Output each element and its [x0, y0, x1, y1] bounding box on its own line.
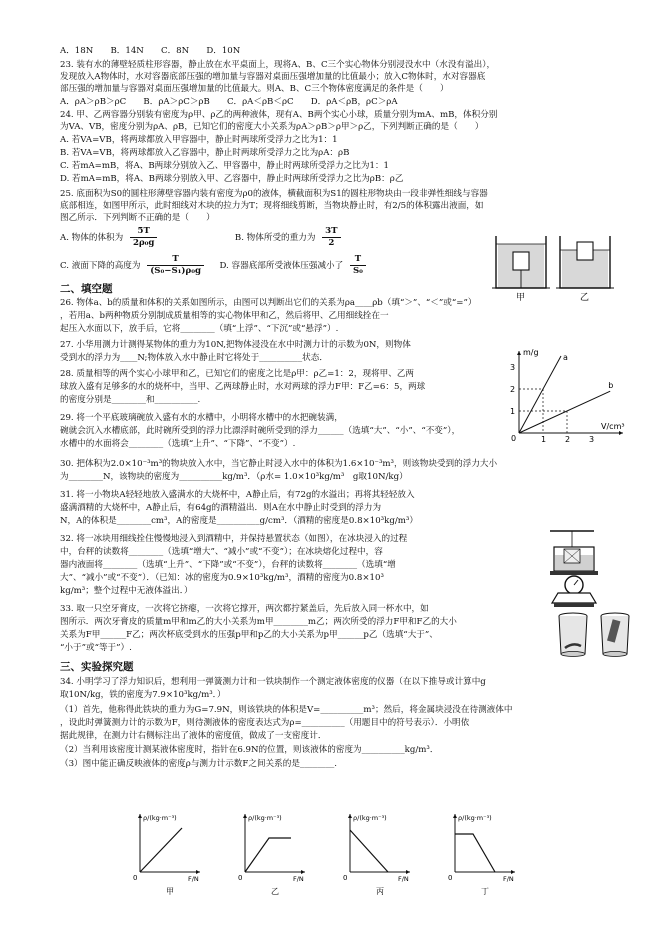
- line-a: [519, 356, 561, 433]
- text-line: 26. 物体a、b的质量和体积的关系如图所示，由图可以判断出它们的关系为ρa____ρb（填“＞”、“＜”或“=”）: [60, 298, 477, 308]
- origin-label: 0: [343, 874, 348, 882]
- section-heading: 二、填空题: [60, 283, 113, 295]
- text-line: 的密度分别是________和__________.: [60, 395, 201, 405]
- fig25-label-right: 乙: [580, 293, 590, 302]
- xlabel: F/N: [188, 875, 199, 883]
- section-heading: 三、实验探究题: [60, 661, 134, 673]
- text-line: （2）当利用该密度计测某液体密度时，指针在6.9N的位置，则该液体的密度为__________kg/m³．: [60, 745, 439, 755]
- q25-option-a-fraction: [130, 226, 157, 249]
- density-curve: [455, 834, 495, 872]
- text-line: A. 若VA=VB，将两球都放入甲容器中，静止时两球所受浮力之比为1：1: [60, 135, 338, 145]
- q25-b-denominator: 2: [328, 238, 335, 248]
- x-tick-label: 3: [589, 435, 595, 444]
- text-line: A．ρA＞ρB＞ρC B．ρA＞ρC＞ρB C．ρA＜ρB＜ρC D．ρA＜ρB，ρC＞ρA: [60, 97, 398, 107]
- text-line: 取10N/kg，铁的密度为7.9×10³kg/m³．）: [60, 690, 226, 700]
- text-line: 关系为F甲______F乙；两次杯底受到水的压强p甲和p乙的大小关系为p甲______p乙（选填“大于”、: [60, 630, 438, 640]
- text-line: 31. 将一小物块A轻轻地放入盛满水的大烧杯中，A静止后，有72g的水溢出；再将其轻轻放入: [60, 490, 415, 500]
- text-line: 器内液面将________（选填“上升”、“下降”或“不变”），台秤的读数将________（选填“增: [60, 560, 396, 570]
- text-line: C. 若mA=mB，将A、B两球分别放入乙、甲容器中，静止时两球所受浮力之比为1：1: [60, 161, 390, 171]
- text-line: 部压强的增加量与容器对桌面压强增加量的比值最大。则A、B、C三个物体密度满足的条件是（ ）: [60, 84, 449, 94]
- origin-label: 0: [448, 874, 453, 882]
- q25-options-row2: [60, 254, 370, 277]
- q25-d-numerator: T: [350, 254, 366, 266]
- density-graph-2: [235, 810, 315, 898]
- text-line: 33. 取一只空牙膏皮，一次将它挤瘪，一次将它撑开，两次都拧紧盖后，先后放入同一杯水中，如: [60, 604, 429, 614]
- graph-caption: 丁: [481, 887, 489, 896]
- q25-option-b-fraction: [322, 226, 340, 249]
- container-jia: [492, 236, 550, 288]
- text-line: 大”、“减小”或“不变”）．（已知：冰的密度为0.9×10³kg/m³，酒精的密度为0.8×10³: [60, 573, 384, 583]
- text-line: 受到水的浮力为____N;物体放入水中静止时它将处于__________状态．: [60, 353, 328, 363]
- xlabel: F/N: [398, 875, 409, 883]
- text-line: kg/m³；整个过程中无液体溢出．）: [60, 586, 193, 596]
- xlabel: F/N: [293, 875, 304, 883]
- density-curve: [140, 828, 182, 872]
- ylabel: ρ/(kg·m⁻³): [353, 814, 387, 822]
- q25-figure: [492, 232, 617, 302]
- container-yi: [556, 236, 614, 288]
- y-tick-label: 3: [510, 363, 516, 372]
- text-line: 27. 小华用测力计测得某物体的重力为10N,把物体浸没在水中时测力计的示数为0N，则物体: [60, 340, 411, 350]
- density-curve: [350, 830, 388, 872]
- text-line: 发现放入A物体时，水对容器底部压强的增加量与容器对桌面压强增加量的比值最小；放入C物体时，水对容器底: [60, 72, 486, 82]
- text-line: 28. 质量相等的两个实心小球甲和乙，已知它们的密度之比是ρ甲：ρ乙=1：2，现将甲、乙两: [60, 369, 415, 379]
- text-line: 图所示．两次牙膏皮的质量m甲和m乙的大小关系为m甲________m乙；两次所受的浮力F甲和F乙的大小: [60, 617, 457, 627]
- fig25-label-left: 甲: [516, 293, 526, 302]
- q25-options-row1: [60, 226, 345, 249]
- ylabel: ρ/(kg·m⁻³): [143, 814, 177, 822]
- density-curve: [245, 838, 291, 872]
- q25-c-numerator: T: [147, 254, 204, 266]
- x-tick-label: 1: [541, 435, 547, 444]
- text-line: 25. 底面积为S0的圆柱形薄壁容器内装有密度为ρ0的液体，横截面积为S1的圆柱形物块由一段非弹性细线与容器: [60, 189, 488, 199]
- y-tick-label: 2: [510, 385, 516, 394]
- text-line: 中，台秤的读数将________（选填“增大”、“减小”或“不变”）；在冰块熔化过程中，容: [60, 547, 383, 557]
- text-line: 32. 将一冰块用细线拴住慢慢地浸入到酒精中，并保持悬置状态（如图），在冰块浸入的过程: [60, 534, 408, 544]
- text-line: 为VA、VB，密度分别为ρA、ρB，已知它们的密度大小关系为ρA＞ρB＞ρ甲＞ρ乙，下列判断正确的是（ ）: [60, 122, 484, 132]
- text-line: 图乙所示．下列判断不正确的是（ ）: [60, 213, 215, 223]
- graph-caption: 甲: [166, 887, 174, 896]
- text-line: 盛满酒精的大烧杯中，A静止后，有64g的酒精溢出．则A在水中静止时受到的浮力为: [60, 503, 382, 513]
- q25-c-denominator: (S₀−S₁)ρ₀g: [150, 266, 201, 276]
- text-line: （1）首先，他称得此铁块的重力为G=7.9N，则该铁块的体积是V=__________m³；然后，将金属块浸没在待测液体中: [60, 705, 513, 715]
- text-line: 34. 小明学习了浮力知识后，想利用一弹簧测力计和一铁块制作一个测定液体密度的仪器（在以下推导或计算中g: [60, 677, 486, 687]
- text-line: 30. 把体积为2.0×10⁻³m³的物块放入水中，当它静止时浸入水中的体积为1.6×10⁻³m³，则该物块受到的浮力大小: [60, 459, 498, 469]
- ylabel: ρ/(kg·m⁻³): [458, 814, 492, 822]
- q25-option-c-fraction: [147, 254, 204, 277]
- ylabel: ρ/(kg·m⁻³): [248, 814, 282, 822]
- xlabel: F/N: [503, 875, 514, 883]
- q33-cups-figure: [555, 610, 635, 660]
- text-line: 碗就会沉入水槽底部，此时碗所受到的浮力比漂浮时碗所受到的浮力______（选填“大”、“小”、“不变”），: [60, 426, 461, 436]
- text-line: 23. 装有水的薄壁轻质柱形容器，静止放在水平桌面上，现将A、B、C三个实心物体分别浸没水中（水没有溢出），: [60, 60, 496, 70]
- origin-label: 0: [133, 874, 138, 882]
- q25-option-d-label: D. 容器底部所受液体压强减小了: [219, 261, 344, 271]
- q25-option-a-label: A. 物体的体积为: [60, 233, 124, 243]
- text-line: ，设此时弹簧测力计的示数为F，则待测液体的密度表达式为ρ=__________（用题目中的符号表示）．小明依: [60, 718, 470, 728]
- origin-label: 0: [511, 434, 517, 443]
- q25-option-c-label: C. 液面下降的高度为: [60, 261, 141, 271]
- text-line: 据此规律，在测力计右侧标注出了液体的密度值，做成了一支密度计．: [60, 731, 327, 741]
- q25-b-numerator: 3T: [322, 226, 340, 238]
- density-graph-1: [130, 810, 210, 898]
- text-line: D. 若mA=mB，将A、B两球分别放入甲、乙容器中，静止时两球所受浮力之比为ρB：ρ乙: [60, 174, 404, 184]
- text-line: 水槽中的水面将会________（选填“上升”、“下降”、“不变”）.: [60, 439, 296, 449]
- text-line: N，A的体积是________cm³，A的密度是__________g/cm³．（酒精的密度是0.8×10³kg/m³）: [60, 516, 418, 526]
- y-tick-label: 1: [510, 407, 516, 416]
- q26-mass-volume-graph: [505, 345, 635, 445]
- ylabel: m/g: [523, 348, 539, 357]
- text-line: 底部相连，如图甲所示，此时细线对木块的拉力为T；现将细线剪断，当物块静止时，有2/5的体积露出液面，如: [60, 201, 484, 211]
- q25-a-denominator: 2ρ₀g: [132, 238, 155, 248]
- line-b-label: b: [608, 381, 614, 391]
- q25-option-b-label: B. 物体所受的重力为: [234, 233, 316, 243]
- q25-option-d-fraction: [350, 254, 366, 277]
- text-line: 为________N，该物块的密度为__________kg/m³．（ρ水= 1.0×10³kg/m³ g取10N/kg）: [60, 472, 408, 482]
- q25-a-numerator: 5T: [130, 226, 157, 238]
- text-line: A．18N B．14N C．8N D．10N: [60, 46, 241, 56]
- text-line: 24. 甲、乙两容器分别装有密度为ρ甲、ρ乙的两种液体，现有A、B两个实心小球，质量分别为mA、mB，体积分别: [60, 110, 498, 120]
- q25-d-denominator: S₀: [352, 266, 363, 276]
- graph-caption: 乙: [271, 887, 279, 896]
- text-line: ，若用a、b两种物质分别制成质量相等的实心物体甲和乙，然后将甲、乙用细线拴在一: [60, 311, 389, 321]
- text-line: B. 若VA=VB，将两球都放入乙容器中，静止时两球所受浮力之比为ρA：ρB: [60, 148, 350, 158]
- q32-scale-figure: [540, 527, 608, 611]
- line-b: [519, 391, 610, 433]
- xlabel: V/cm³: [601, 422, 625, 431]
- density-graph-3: [340, 810, 420, 898]
- x-tick-label: 2: [565, 435, 571, 444]
- graph-caption: 丙: [376, 887, 384, 896]
- text-line: 29. 将一个平底玻璃碗放入盛有水的水槽中，小明将水槽中的水把碗装满，: [60, 413, 343, 423]
- text-line: （3）图中能正确反映液体的密度ρ与测力计示数F之间关系的是________.: [60, 759, 338, 769]
- text-line: 球放入盛有足够多的水的烧杯中，当甲、乙两球静止时，水对两球的浮力F甲：F乙=6：5，两球: [60, 382, 426, 392]
- text-line: “小于”或“等于”）.: [60, 643, 132, 653]
- density-graph-4: [445, 810, 525, 898]
- origin-label: 0: [238, 874, 243, 882]
- q34-graphs: [130, 810, 550, 900]
- text-line: 起压入水面以下，放手后，它将________（填“上浮”、“下沉”或“悬浮”）.: [60, 324, 339, 334]
- line-a-label: a: [563, 353, 568, 362]
